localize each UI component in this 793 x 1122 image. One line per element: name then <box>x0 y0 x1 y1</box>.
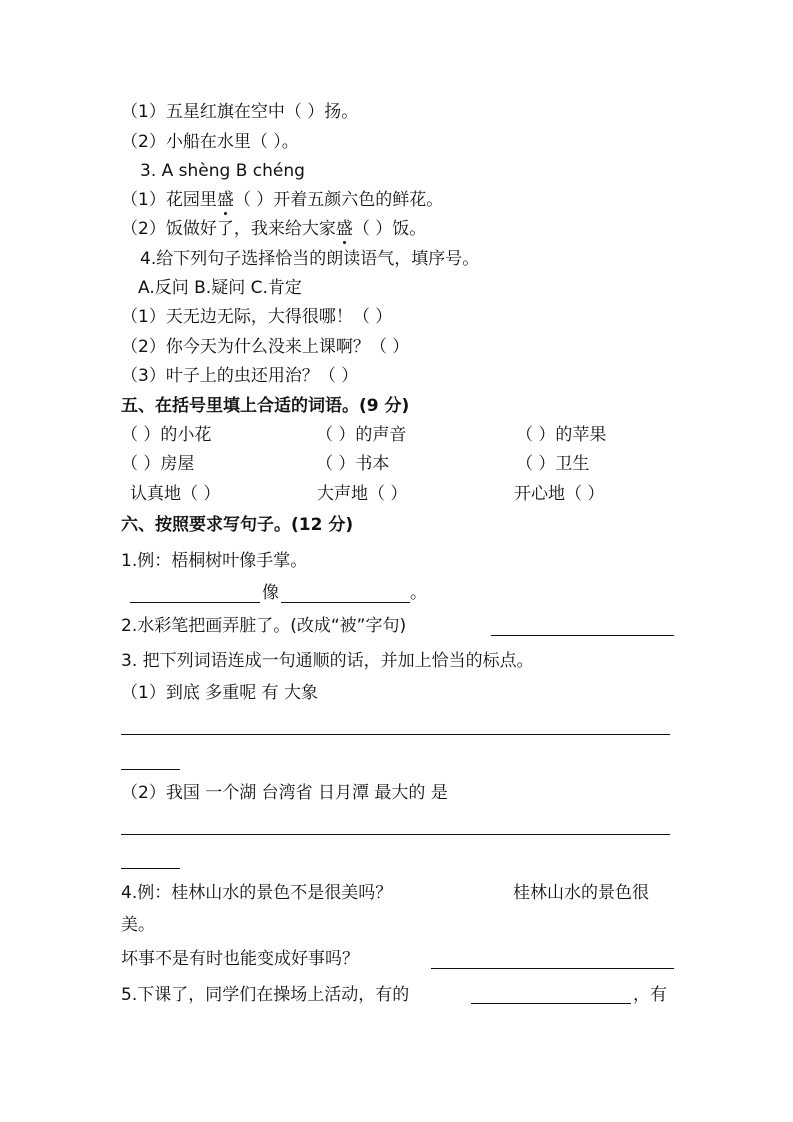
answer-blank <box>471 1003 631 1004</box>
fill-cell: （ ）的声音 <box>316 425 407 445</box>
fill-cell: （ ）的小花 <box>121 425 212 445</box>
q3-1-words: （1）到底 多重呢 有 大象 <box>121 683 319 703</box>
q4-task: 坏事不是有时也能变成好事吗？ <box>121 949 359 969</box>
q2-sentence: 2.水彩笔把画弄脏了。(改成“被”字句) <box>121 616 407 636</box>
q4-example-answer: 桂林山水的景色很 <box>513 883 649 903</box>
fill-cell: （ ）卫生 <box>516 454 590 474</box>
fill-cell: （ ）的苹果 <box>516 425 607 445</box>
q4-heading: 4.给下列句子选择恰当的朗读语气，填序号。 <box>140 249 480 269</box>
q3-line-2-pre: （2）饭做好了，我来给大家 <box>121 219 336 239</box>
q3-heading: 3. A shèng B chéng <box>140 161 305 181</box>
fill-cell: （ ）书本 <box>316 454 390 474</box>
q4-line-3: （3）叶子上的虫还用治？（ ） <box>121 366 359 386</box>
section-5-title: 五、在括号里填上合适的词语。(9 分) <box>121 396 410 416</box>
answer-line <box>121 769 180 770</box>
q2-line-1: （1）五星红旗在空中（ ）扬。 <box>121 102 359 122</box>
q4-line-1: （1）天无边无际，大得很哪！（ ） <box>121 307 393 327</box>
answer-blank <box>281 602 410 603</box>
q4-options: A.反问 B.疑问 C.肯定 <box>138 278 302 298</box>
answer-blank <box>130 602 260 603</box>
answer-line <box>121 868 180 869</box>
section-6-title: 六、按照要求写句子。(12 分) <box>121 515 354 535</box>
q3-line-2-post: （ ）饭。 <box>352 219 427 239</box>
q3-line-1 <box>121 189 443 211</box>
q4-example: 4.例：桂林山水的景色不是很美吗？ <box>121 883 393 903</box>
q4-line-2: （2）你今天为什么没来上课啊？（ ） <box>121 337 410 357</box>
answer-line <box>121 834 670 835</box>
q5-pre: 5.下课了，同学们在操场上活动，有的 <box>121 985 410 1005</box>
q3-line-2 <box>121 218 426 240</box>
fill-cell: 认真地（ ） <box>130 484 221 504</box>
q3-heading: 3. 把下列词语连成一句通顺的话，并加上恰当的标点。 <box>121 651 534 671</box>
q3-line-1-pre: （1）花园里 <box>121 190 217 210</box>
q3-line-1-post: （ ）开着五颜六色的鲜花。 <box>233 190 444 210</box>
q3-2-words: （2）我国 一个湖 台湾省 日月潭 最大的 是 <box>121 783 448 803</box>
q1-example: 1.例：梧桐树叶像手掌。 <box>121 551 308 571</box>
answer-line <box>121 734 670 735</box>
q1-end-mark: 。 <box>410 583 427 603</box>
answer-blank <box>491 635 674 636</box>
answer-blank <box>431 968 674 969</box>
fill-cell: 大声地（ ） <box>317 484 408 504</box>
q5-post: ，有 <box>633 985 667 1005</box>
fill-cell: 开心地（ ） <box>514 484 605 504</box>
q4-example-answer-end: 美。 <box>121 915 155 935</box>
q2-line-2: （2）小船在水里（ ）。 <box>121 132 299 152</box>
dotted-char: 盛 <box>335 219 353 239</box>
fill-cell: （ ）房屋 <box>121 454 195 474</box>
q1-mid-char: 像 <box>262 583 279 603</box>
dotted-char: 盛 <box>216 190 234 210</box>
